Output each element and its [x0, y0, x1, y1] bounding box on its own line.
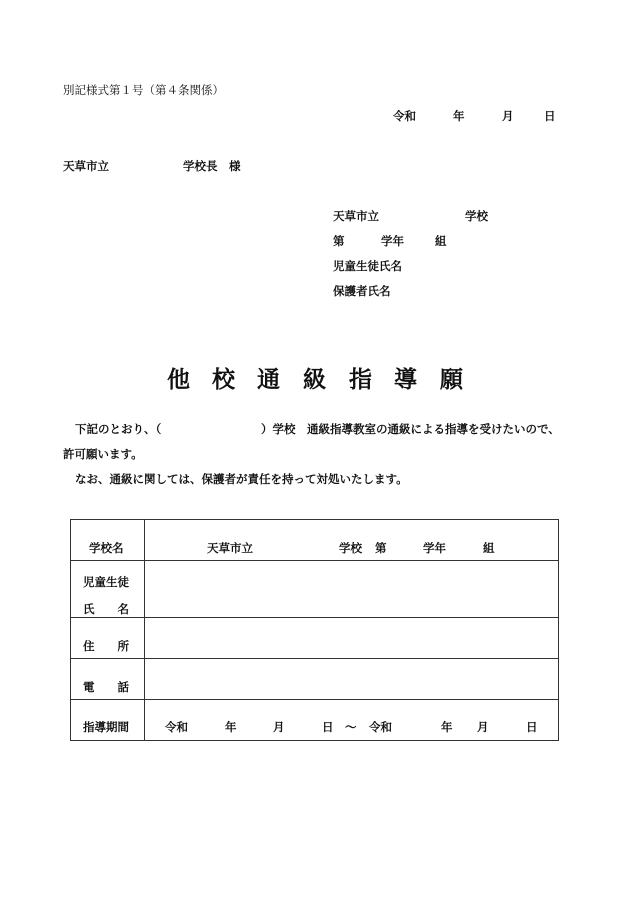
school-grade-suffix: 学年 — [423, 541, 446, 555]
body-line3: なお、通級に関しては、保護者が責任を持って対処いたします。 — [75, 472, 408, 486]
address-value-cell[interactable] — [145, 618, 559, 659]
body-line2: 許可願います。 — [63, 447, 143, 461]
body-line1-b: ）学校 通級指導教室の通級による指導を受けたいので、 — [261, 422, 560, 436]
period-label-cell — [71, 700, 145, 741]
title-char-2: 校 — [212, 367, 235, 393]
title-char-4: 級 — [303, 367, 326, 393]
table-row-period — [71, 700, 559, 741]
sender-city: 天草市立 — [333, 209, 379, 223]
student-label-2: 氏 名 — [83, 602, 129, 616]
period-year-1: 年 — [225, 720, 237, 734]
table-row-address — [71, 618, 559, 659]
phone-label-cell — [71, 659, 145, 700]
period-month-2: 月 — [477, 720, 489, 734]
title-char-3: 通 — [257, 367, 280, 393]
body-line1-a: 下記のとおり、（ — [75, 422, 162, 436]
sender-grade-prefix: 第 — [333, 234, 345, 248]
date-day-label: 日 — [544, 109, 556, 123]
sender-class-suffix: 組 — [435, 234, 447, 248]
school-grade-prefix: 第 — [375, 541, 387, 555]
title-char-6: 導 — [394, 367, 417, 393]
student-name-label: 児童生徒氏名 — [333, 259, 402, 273]
period-tilde: ～ — [345, 720, 357, 734]
application-table — [70, 519, 559, 741]
form-number: 別記様式第１号（第４条関係） — [63, 83, 224, 97]
school-city: 天草市立 — [207, 541, 253, 555]
period-reiwa-1: 令和 — [165, 720, 188, 734]
date-year-label: 年 — [453, 109, 465, 123]
school-label-cell — [71, 520, 145, 561]
student-label-1: 児童生徒 — [83, 575, 129, 589]
title-char-7: 願 — [440, 367, 463, 393]
phone-label: 電 話 — [83, 680, 129, 694]
date-reiwa: 令和 — [393, 109, 416, 123]
addressee-city: 天草市立 — [63, 159, 109, 173]
period-value-cell[interactable] — [145, 700, 559, 741]
period-day-2: 日 — [526, 720, 538, 734]
period-year-2: 年 — [441, 720, 453, 734]
title-char-5: 指 — [349, 367, 372, 393]
table-row-phone — [71, 659, 559, 700]
period-day-1: 日 — [322, 720, 334, 734]
sender-school: 学校 — [465, 209, 488, 223]
student-value-cell[interactable] — [145, 561, 559, 618]
student-label-cell — [71, 561, 145, 618]
school-class: 組 — [483, 541, 495, 555]
addressee-title: 学校長 様 — [183, 159, 241, 173]
date-month-label: 月 — [502, 109, 514, 123]
period-month-1: 月 — [273, 720, 285, 734]
sender-grade-suffix: 学年 — [381, 234, 404, 248]
guardian-name-label: 保護者氏名 — [333, 284, 391, 298]
address-label-cell — [71, 618, 145, 659]
table-row-student — [71, 561, 559, 618]
school-value-cell[interactable] — [145, 520, 559, 561]
address-label: 住 所 — [83, 639, 129, 653]
period-reiwa-2: 令和 — [369, 720, 392, 734]
school-label: 学校名 — [89, 541, 124, 555]
table-row-school — [71, 520, 559, 561]
school-school: 学校 — [339, 541, 362, 555]
period-label: 指導期間 — [83, 720, 129, 734]
title-char-1: 他 — [167, 367, 190, 393]
phone-value-cell[interactable] — [145, 659, 559, 700]
